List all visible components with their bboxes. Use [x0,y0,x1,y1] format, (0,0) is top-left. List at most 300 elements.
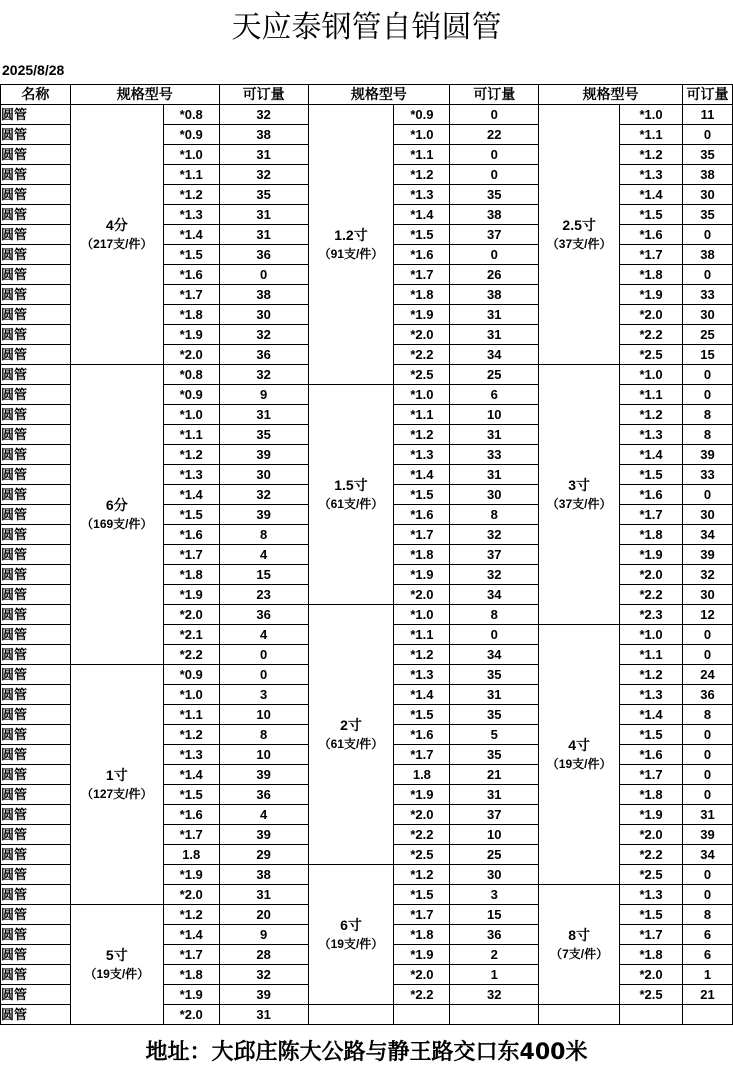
quantity-cell: 39 [682,445,732,465]
product-name-cell: 圆管 [1,285,71,305]
quantity-cell: 30 [219,305,308,325]
product-name-cell: 圆管 [1,245,71,265]
spec-cell: *0.8 [163,365,219,385]
spec-cell: *1.2 [163,905,219,925]
quantity-cell: 31 [219,145,308,165]
spec-cell: *1.7 [394,905,450,925]
quantity-cell: 0 [682,785,732,805]
spec-cell: *1.8 [394,545,450,565]
spec-cell: *1.9 [620,805,683,825]
product-name-cell: 圆管 [1,745,71,765]
size-group-pack: （61支/件） [318,736,384,751]
spec-cell: *1.3 [620,165,683,185]
spec-cell: *1.5 [620,205,683,225]
quantity-cell: 38 [682,165,732,185]
size-group-pack: （19支/件） [84,966,150,981]
product-name-cell: 圆管 [1,405,71,425]
spec-cell: *1.4 [163,765,219,785]
quantity-cell: 4 [219,545,308,565]
page-title: 天应泰钢管自销圆管 [231,10,502,45]
quantity-cell: 31 [219,205,308,225]
quantity-cell: 6 [682,945,732,965]
quantity-cell: 0 [682,485,732,505]
quantity-cell: 0 [450,165,539,185]
spec-cell: *1.3 [394,185,450,205]
spec-cell: *1.9 [163,865,219,885]
spec-cell: *2.2 [620,585,683,605]
quantity-cell: 38 [450,285,539,305]
quantity-cell: 31 [450,325,539,345]
spec-cell: *2.2 [620,325,683,345]
spec-cell: *2.5 [620,985,683,1005]
spec-cell: *1.1 [620,125,683,145]
product-name-cell: 圆管 [1,525,71,545]
quantity-cell: 1 [682,965,732,985]
size-group-cell [539,885,620,1005]
spec-cell: *1.2 [620,665,683,685]
header-spec: 规格型号 [308,85,450,105]
quantity-cell: 34 [682,845,732,865]
quantity-cell: 32 [450,565,539,585]
size-group-pack: （19支/件） [546,756,612,771]
quantity-cell: 11 [682,105,732,125]
size-group-title: 8寸 [568,926,591,943]
quantity-cell: 25 [682,325,732,345]
quantity-cell: 25 [450,845,539,865]
quantity-cell: 26 [450,265,539,285]
quantity-cell: 9 [219,925,308,945]
spec-cell: *1.3 [620,425,683,445]
quantity-cell: 31 [450,685,539,705]
spec-cell: *1.5 [163,785,219,805]
quantity-cell: 30 [682,305,732,325]
product-name-cell: 圆管 [1,805,71,825]
product-name-cell: 圆管 [1,125,71,145]
spec-cell: *1.6 [394,245,450,265]
quantity-cell: 31 [219,1005,308,1025]
spec-cell: *1.2 [394,165,450,185]
product-name-cell: 圆管 [1,885,71,905]
size-group-title: 4分 [105,216,128,233]
spec-cell: *2.2 [394,985,450,1005]
spec-cell: *1.9 [394,305,450,325]
product-name-cell: 圆管 [1,705,71,725]
quantity-cell: 37 [450,545,539,565]
spec-cell: *1.5 [620,725,683,745]
quantity-cell: 31 [682,805,732,825]
spec-cell: *2.5 [394,845,450,865]
date-label: 2025/8/28 [2,62,65,78]
spec-cell: *1.3 [163,205,219,225]
quantity-cell: 8 [682,425,732,445]
quantity-cell: 6 [450,385,539,405]
size-group-pack: （61支/件） [318,496,384,511]
product-name-cell: 圆管 [1,985,71,1005]
quantity-cell: 0 [219,645,308,665]
quantity-cell: 30 [219,465,308,485]
quantity-cell: 32 [450,525,539,545]
spec-cell: *1.4 [620,185,683,205]
spec-cell: *1.0 [620,105,683,125]
quantity-cell: 6 [682,925,732,945]
product-name-cell: 圆管 [1,605,71,625]
spec-cell: *1.8 [163,965,219,985]
spec-cell: *2.1 [163,625,219,645]
spec-cell: *0.8 [163,105,219,125]
table-row [1,105,733,125]
header-name: 名称 [1,85,71,105]
spec-cell: *1.7 [620,505,683,525]
spec-cell: *1.0 [163,405,219,425]
quantity-cell: 15 [450,905,539,925]
product-name-cell: 圆管 [1,845,71,865]
quantity-cell: 35 [450,705,539,725]
spec-cell: *1.0 [394,385,450,405]
empty-cell [539,1005,620,1025]
quantity-cell: 35 [682,145,732,165]
spec-cell: *1.7 [620,765,683,785]
quantity-cell: 32 [219,485,308,505]
product-name-cell: 圆管 [1,305,71,325]
product-name-cell: 圆管 [1,465,71,485]
quantity-cell: 30 [682,585,732,605]
size-group-pack: （37支/件） [546,496,612,511]
product-name-cell: 圆管 [1,645,71,665]
spec-cell: *1.6 [620,485,683,505]
quantity-cell: 30 [450,485,539,505]
size-group-title: 3寸 [568,476,591,493]
spec-cell: *1.6 [163,525,219,545]
quantity-cell: 35 [450,745,539,765]
spec-cell: *1.5 [163,245,219,265]
quantity-cell: 0 [682,265,732,285]
quantity-cell: 0 [682,725,732,745]
quantity-cell: 32 [219,105,308,125]
spec-cell: *2.2 [394,345,450,365]
spec-cell: *1.7 [163,945,219,965]
product-name-cell: 圆管 [1,365,71,385]
spec-cell: *1.4 [394,685,450,705]
size-group-cell [539,105,620,365]
quantity-cell: 0 [450,105,539,125]
quantity-cell: 38 [450,205,539,225]
spec-cell: *1.3 [394,665,450,685]
quantity-cell: 0 [682,745,732,765]
quantity-cell: 8 [219,725,308,745]
size-group-cell [308,865,394,1005]
spec-cell: *2.0 [163,345,219,365]
spec-cell: *0.9 [163,125,219,145]
empty-cell [308,1005,394,1025]
product-name-cell: 圆管 [1,765,71,785]
quantity-cell: 39 [219,985,308,1005]
size-group-cell [308,605,394,865]
header-spec: 规格型号 [539,85,683,105]
spec-cell: *1.7 [394,265,450,285]
quantity-cell: 36 [219,345,308,365]
spec-cell: *1.4 [394,205,450,225]
quantity-cell: 31 [219,885,308,905]
quantity-cell: 32 [219,325,308,345]
size-group-title: 2.5寸 [562,216,596,233]
spec-cell: *1.3 [163,465,219,485]
quantity-cell: 31 [219,405,308,425]
quantity-cell: 31 [219,225,308,245]
spec-cell: *2.0 [163,885,219,905]
empty-cell [450,1005,539,1025]
spec-cell: *1.1 [163,425,219,445]
quantity-cell: 25 [450,365,539,385]
quantity-cell: 32 [219,965,308,985]
quantity-cell: 32 [219,165,308,185]
quantity-cell: 8 [219,525,308,545]
spec-cell: *1.6 [163,265,219,285]
quantity-cell: 34 [682,525,732,545]
quantity-cell: 8 [682,405,732,425]
spec-cell: *1.8 [394,925,450,945]
quantity-cell: 5 [450,725,539,745]
product-name-cell: 圆管 [1,325,71,345]
quantity-cell: 31 [450,465,539,485]
product-name-cell: 圆管 [1,965,71,985]
spec-cell: *2.0 [394,965,450,985]
product-name-cell: 圆管 [1,565,71,585]
spec-cell: *1.2 [620,145,683,165]
quantity-cell: 20 [219,905,308,925]
header-qty: 可订量 [219,85,308,105]
spec-cell: *2.0 [394,805,450,825]
header-spec: 规格型号 [70,85,219,105]
quantity-cell: 30 [682,505,732,525]
size-group-title: 4寸 [568,736,591,753]
spec-cell: *1.1 [620,645,683,665]
size-group-title: 1.5寸 [334,476,368,493]
header-qty: 可订量 [450,85,539,105]
spec-cell: *1.6 [620,745,683,765]
quantity-cell: 22 [450,125,539,145]
quantity-cell: 12 [682,605,732,625]
spec-cell: 1.8 [394,765,450,785]
table-header-row [1,85,733,105]
quantity-cell: 0 [219,665,308,685]
quantity-cell: 31 [450,785,539,805]
spec-cell: *1.1 [394,625,450,645]
product-name-cell: 圆管 [1,185,71,205]
spec-cell: *1.4 [163,485,219,505]
size-group-pack: （37支/件） [546,236,612,251]
quantity-cell: 33 [450,445,539,465]
quantity-cell: 23 [219,585,308,605]
spec-cell: *1.2 [163,445,219,465]
quantity-cell: 39 [682,545,732,565]
product-name-cell: 圆管 [1,205,71,225]
quantity-cell: 31 [450,425,539,445]
size-group-cell [539,365,620,625]
empty-cell [394,1005,450,1025]
quantity-cell: 4 [219,625,308,645]
spec-cell: *1.7 [620,245,683,265]
size-group-cell [539,625,620,885]
quantity-cell: 8 [682,905,732,925]
quantity-cell: 8 [682,705,732,725]
product-name-cell: 圆管 [1,1005,71,1025]
quantity-cell: 4 [219,805,308,825]
quantity-cell: 33 [682,285,732,305]
spec-cell: *2.0 [620,305,683,325]
quantity-cell: 39 [219,445,308,465]
quantity-cell: 39 [219,505,308,525]
size-group-cell [70,365,163,665]
quantity-cell: 8 [450,505,539,525]
spec-cell: *0.9 [163,385,219,405]
quantity-cell: 10 [219,705,308,725]
quantity-cell: 39 [219,765,308,785]
empty-cell [682,1005,732,1025]
quantity-cell: 31 [450,305,539,325]
spec-cell: *1.7 [163,285,219,305]
spec-cell: *1.5 [394,225,450,245]
spec-cell: *1.7 [394,745,450,765]
size-group-title: 6分 [105,496,128,513]
quantity-cell: 39 [682,825,732,845]
product-name-cell: 圆管 [1,505,71,525]
quantity-cell: 37 [450,225,539,245]
quantity-cell: 30 [450,865,539,885]
quantity-cell: 15 [682,345,732,365]
quantity-cell: 0 [450,625,539,645]
spec-cell: *1.9 [394,565,450,585]
quantity-cell: 0 [682,225,732,245]
product-name-cell: 圆管 [1,425,71,445]
spec-cell: *1.4 [394,465,450,485]
quantity-cell: 9 [219,385,308,405]
spec-cell: *2.2 [163,645,219,665]
spec-cell: *1.9 [620,285,683,305]
spec-cell: *1.1 [394,405,450,425]
quantity-cell: 34 [450,345,539,365]
quantity-cell: 35 [450,185,539,205]
product-name-cell: 圆管 [1,345,71,365]
spec-cell: *1.5 [394,885,450,905]
spec-cell: *1.9 [163,585,219,605]
spec-cell: *1.0 [620,625,683,645]
quantity-cell: 32 [219,365,308,385]
spec-cell: *2.3 [620,605,683,625]
size-group-title: 1寸 [105,766,128,783]
spec-cell: 1.8 [163,845,219,865]
quantity-cell: 37 [450,805,539,825]
size-group-pack: （7支/件） [550,946,609,961]
inventory-table [0,84,733,1025]
spec-cell: *1.0 [163,145,219,165]
spec-cell: *2.2 [620,845,683,865]
size-group-cell [70,105,163,365]
product-name-cell: 圆管 [1,225,71,245]
spec-cell: *1.0 [394,125,450,145]
spec-cell: *1.6 [163,805,219,825]
spec-cell: *1.7 [394,525,450,545]
quantity-cell: 30 [682,185,732,205]
quantity-cell: 32 [682,565,732,585]
quantity-cell: 29 [219,845,308,865]
spec-cell: *1.7 [620,925,683,945]
quantity-cell: 0 [682,885,732,905]
spec-cell: *2.5 [620,345,683,365]
quantity-cell: 3 [450,885,539,905]
spec-cell: *1.0 [620,365,683,385]
quantity-cell: 36 [219,605,308,625]
quantity-cell: 0 [682,865,732,885]
quantity-cell: 0 [682,765,732,785]
spec-cell: *1.9 [163,985,219,1005]
spec-cell: *1.5 [620,465,683,485]
spec-cell: *1.5 [394,705,450,725]
spec-cell: *2.0 [394,585,450,605]
size-group-title: 2寸 [340,716,362,733]
quantity-cell: 32 [450,985,539,1005]
product-name-cell: 圆管 [1,905,71,925]
spec-cell: *1.2 [163,725,219,745]
size-group-cell [70,905,163,1025]
quantity-cell: 0 [682,625,732,645]
size-group-title: 1.2寸 [334,226,368,243]
quantity-cell: 35 [219,425,308,445]
spec-cell: *1.0 [163,685,219,705]
product-name-cell: 圆管 [1,485,71,505]
spec-cell: *2.0 [620,565,683,585]
quantity-cell: 36 [450,925,539,945]
size-group-cell [70,665,163,905]
product-name-cell: 圆管 [1,725,71,745]
spec-cell: *1.1 [163,165,219,185]
spec-cell: *1.4 [620,445,683,465]
quantity-cell: 21 [682,985,732,1005]
size-group-pack: （91支/件） [318,246,384,261]
quantity-cell: 3 [219,685,308,705]
spec-cell: *1.4 [163,225,219,245]
spec-cell: *1.5 [394,485,450,505]
quantity-cell: 10 [219,745,308,765]
spec-cell: *1.9 [394,785,450,805]
spec-cell: *1.6 [394,505,450,525]
quantity-cell: 39 [219,825,308,845]
spec-cell: *1.3 [394,445,450,465]
quantity-cell: 2 [450,945,539,965]
product-name-cell: 圆管 [1,685,71,705]
spec-cell: *1.6 [620,225,683,245]
spec-cell: *1.3 [620,885,683,905]
spec-cell: *1.9 [620,545,683,565]
quantity-cell: 34 [450,645,539,665]
spec-cell: *2.2 [394,825,450,845]
quantity-cell: 36 [682,685,732,705]
quantity-cell: 24 [682,665,732,685]
quantity-cell: 28 [219,945,308,965]
quantity-cell: 34 [450,585,539,605]
spec-cell: *2.5 [394,365,450,385]
product-name-cell: 圆管 [1,385,71,405]
quantity-cell: 38 [219,125,308,145]
quantity-cell: 10 [450,405,539,425]
quantity-cell: 10 [450,825,539,845]
spec-cell: *1.2 [163,185,219,205]
quantity-cell: 1 [450,965,539,985]
quantity-cell: 0 [682,365,732,385]
spec-cell: *1.0 [394,605,450,625]
quantity-cell: 15 [219,565,308,585]
spec-cell: *1.2 [394,645,450,665]
product-name-cell: 圆管 [1,825,71,845]
